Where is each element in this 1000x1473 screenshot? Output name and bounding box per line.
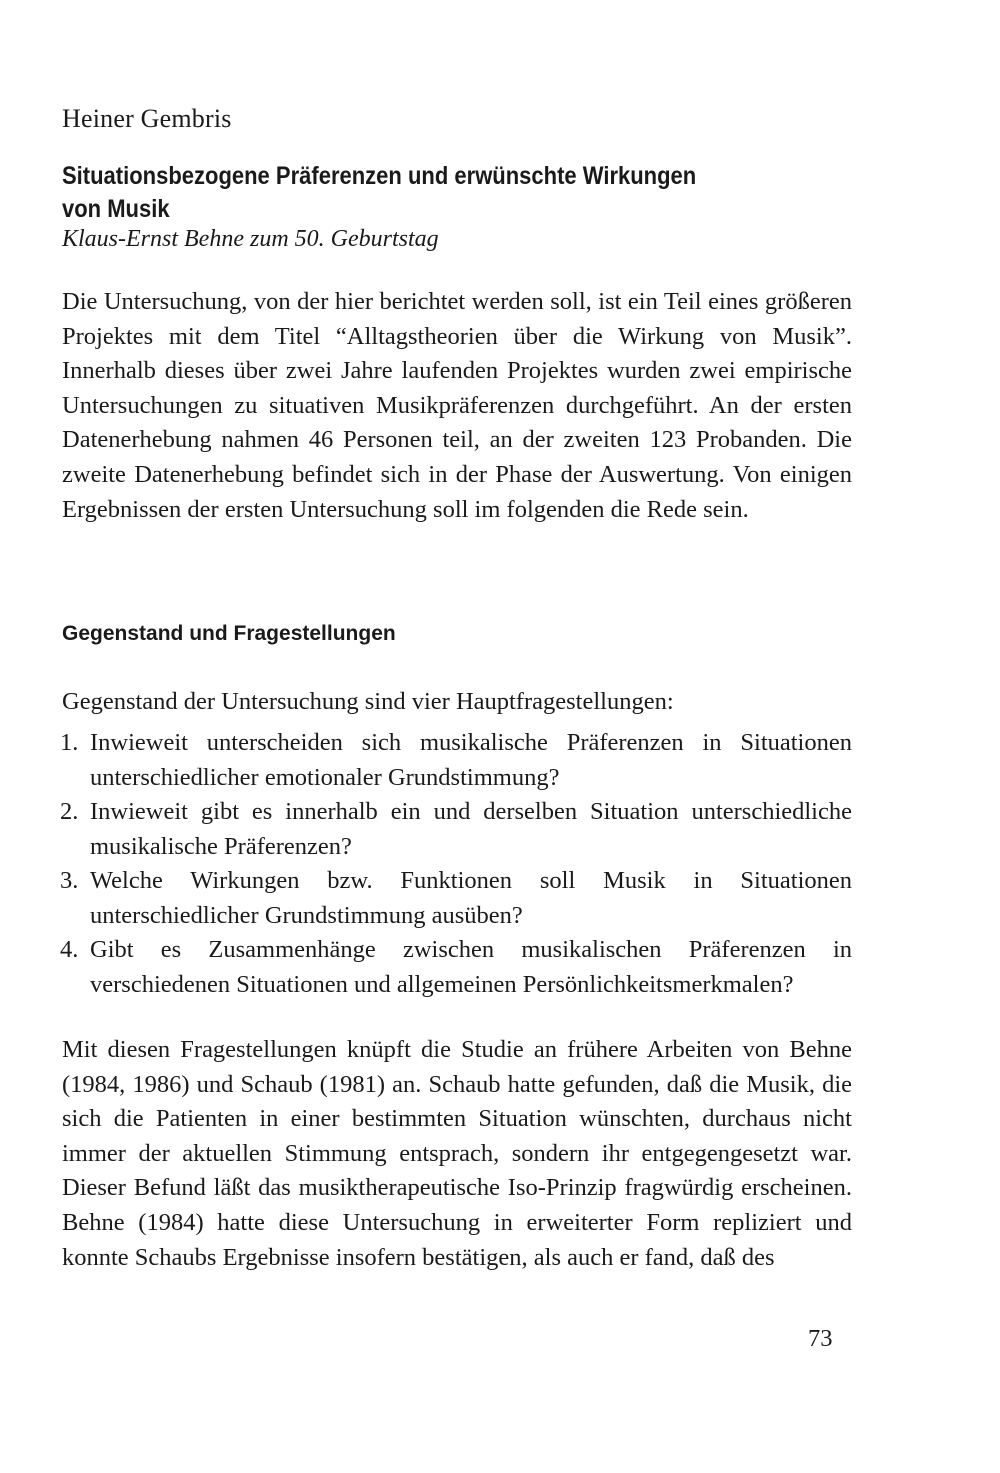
list-item-text: Inwieweit unterscheiden sich musikalische Präferenzen in Situationen unterschiedlicher emotionaler Grundstimmung? <box>90 729 852 791</box>
section-heading: Gegenstand und Fragestellungen <box>62 622 396 645</box>
intro-paragraph: Die Untersuchung, von der hier berichtet werden soll, ist ein Teil eines größeren Projektes mit dem Titel “Alltagstheorien über die Wirkung von Musik”. Innerhalb dieses über zwei Jahre laufenden Projektes wurden zwei empirische Untersuchungen zu situativen Musikpräferenzen durchgeführt. An der ersten Datenerhebung nahmen 46 Personen teil, an der zweiten 123 Probanden. Die zweite Datenerhebung befindet sich in der Phase der Auswertung. Von einigen Ergebnissen der ersten Untersuchung soll im folgenden die Rede sein. <box>62 288 852 523</box>
list-item-text: Gibt es Zusammenhänge zwischen musikalischen Präferenzen in verschiedenen Situationen und allgemeinen Persönlichkeitsmerkmalen? <box>90 936 852 998</box>
page-number: 73 <box>808 1325 833 1352</box>
dedication: Klaus-Ernst Behne zum 50. Geburtstag <box>62 226 439 252</box>
list-item <box>62 726 852 795</box>
article-title-line-2: von Musik <box>62 195 170 223</box>
list-item-text: Welche Wirkungen bzw. Funktionen soll Musik in Situationen unterschiedlicher Grundstimmung ausüben? <box>90 867 852 929</box>
questions-intro: Gegenstand der Untersuchung sind vier Hauptfragestellungen: <box>62 688 674 715</box>
article-title <box>62 160 731 226</box>
list-item <box>62 864 852 933</box>
body-paragraph: Mit diesen Fragestellungen knüpft die Studie an frühere Arbeiten von Behne (1984, 1986) und Schaub (1981) an. Schaub hatte gefunden, daß die Musik, die sich die Patienten in einer bestimmten Situation wünschten, durchaus nicht immer der aktuellen Stimmung entsprach, sondern ihr entgegengesetzt war. Dieser Befund läßt das musiktherapeutische Iso-Prinzip fragwürdig erscheinen. Behne (1984) hatte diese Untersuchung in erweiterter Form repliziert und konnte Schaubs Ergebnisse insofern bestätigen, als auch er fand, daß des <box>62 1036 852 1271</box>
list-item-text: Inwieweit gibt es innerhalb ein und derselben Situation unterschiedliche musikalische Präferenzen? <box>90 798 852 860</box>
list-item-number: 1. <box>60 729 79 756</box>
list-item <box>62 795 852 864</box>
list-item-number: 2. <box>60 798 79 825</box>
list-item-number: 3. <box>60 867 79 894</box>
question-list <box>62 726 852 1002</box>
author-name: Heiner Gembris <box>62 104 232 133</box>
article-title-line-1: Situationsbezogene Präferenzen und erwünschte Wirkungen <box>62 162 697 190</box>
list-item-number: 4. <box>60 936 79 963</box>
list-item <box>62 933 852 1002</box>
